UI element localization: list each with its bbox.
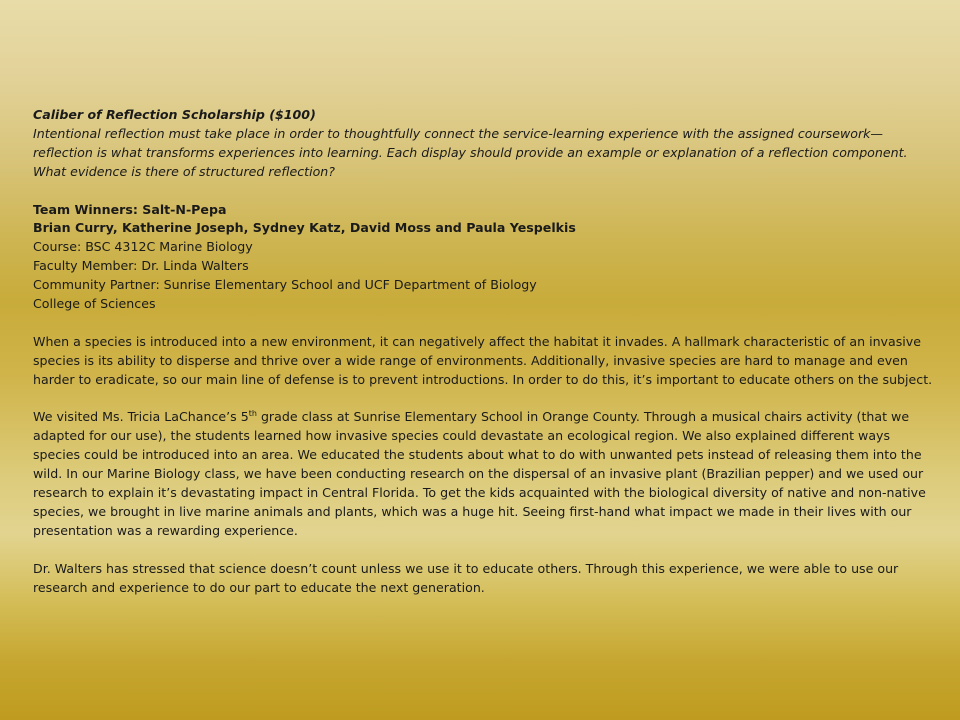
college-line: College of Sciences bbox=[33, 296, 156, 312]
faculty-line: Faculty Member: Dr. Linda Walters bbox=[33, 258, 249, 274]
award-title: Caliber of Reflection Scholarship ($100) bbox=[33, 107, 316, 122]
ordinal-superscript: th bbox=[248, 409, 257, 419]
paragraph-class-visit-start: We visited Ms. Tricia LaChance’s 5 bbox=[33, 409, 249, 425]
spacer bbox=[33, 182, 933, 201]
paragraph-class-visit-rest: grade class at Sunrise Elementary School in Orange County. Through a musical chairs activity (that we adapted for our use), the students learned how invasive species could devastate an ecological region. We also explained different ways species could be introduced into an area. We educated the students about what to do with unwanted pets instead of releasing them into the wild. In our Marine Biology class, we have been conducting research on the dispersal of an invasive plant (Brazilian pepper) and we used our research to explain it’s devastating impact in Central Florida. To get the kids acquainted with the biological diversity of native and non-native species, we brought in live marine animals and plants, which was a huge hit. Seeing first-hand what impact we made in their lives with our presentation was a rewarding experience. bbox=[33, 409, 926, 538]
paragraph-conclusion: Dr. Walters has stressed that science doesn’t count unless we use it to educate others. Through this experience, we were able to use our research and experience to do our part to educate the next generation. bbox=[33, 560, 899, 595]
team-winners: Team Winners: Salt-N-Pepa bbox=[33, 201, 227, 217]
award-description: Intentional reflection must take place in order to thoughtfully connect the service-learning experience with the assigned coursework—reflection is what transforms experiences into learning. Each display should provide an example or explanation of a reflection component. What evidence is there of structured reflection? bbox=[33, 125, 908, 179]
paragraph-class-visit bbox=[33, 408, 933, 540]
slide-text-block bbox=[33, 106, 933, 598]
community-partner-line: Community Partner: Sunrise Elementary School and UCF Department of Biology bbox=[33, 277, 537, 293]
paragraph-invasive-species: When a species is introduced into a new environment, it can negatively affect the habitat it invades. A hallmark characteristic of an invasive species is its ability to disperse and thrive over a wide range of environments. Additionally, invasive species are hard to manage and even harder to eradicate, so our main line of defense is to prevent introductions. In order to do this, it’s important to educate others on the subject. bbox=[33, 333, 933, 387]
course-line: Course: BSC 4312C Marine Biology bbox=[33, 239, 253, 255]
spacer bbox=[33, 314, 933, 333]
spacer bbox=[33, 390, 933, 409]
spacer bbox=[33, 541, 933, 560]
team-members: Brian Curry, Katherine Joseph, Sydney Katz, David Moss and Paula Yespelkis bbox=[33, 220, 576, 236]
